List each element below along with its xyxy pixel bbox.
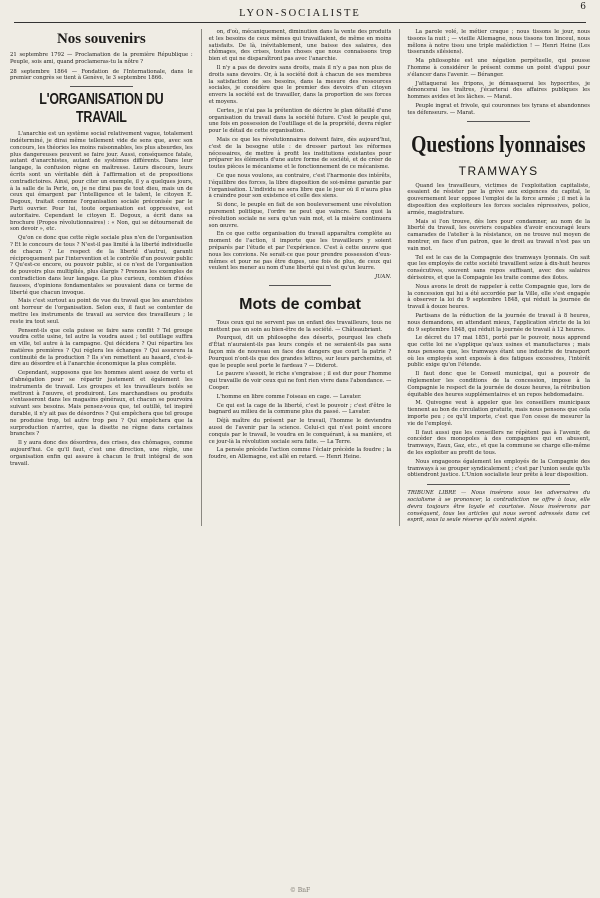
article-paragraph: Il y aura donc des désordres, des crises, des chômages, comme aujourd'hui. Ce qu'il faut, c'est une direction, une règle, une organisation enfin qui assure à chacun le fruit intégral de son travail. (10, 440, 193, 467)
tribune-libre-note: TRIBUNE LIBRE — Nous insérons sous les adversaires du socialisme à se prononcer, la contradiction ne offre à tous, elle devra toujours être loyale et courtoise. Nous insérerons par conséquent, tous les articles qui nous seront adressés dans cet esprit, sous la seule réserve qu'ils soient signés. (407, 490, 591, 524)
article-paragraph: Certes, je n'ai pas la prétention de décrire le plan détaillé d'une organisation du travail dans la société future. C'est le peuple qui, une fois en possession de l'outillage et de la propriété, devra régler pour le détail de cette organisation. (208, 107, 392, 135)
article-paragraph: Mais c'est surtout au point de vue du travail que les anarchistes ont horreur de l'organisation. Selon eux, il faut se contenter de mettre les instruments de travail au service des travailleurs ; le reste ira tout seul. (10, 298, 193, 325)
quote-item: Le pauvre s'assoit, le riche s'engraisse ; il est dur pour l'homme qui travaille de voir ceux qui ne font rien vivre dans l'abondance. — Cooper. (208, 371, 392, 392)
article-paragraph: Le décret du 17 mai 1851, porté par le pouvoir, nous apprend que cette loi ne s'applique qu'aux usines et manufactures ; mais nous pensons que, les tramways étant une industrie de transport où les employés sont exposés à des fatigues excessives, l'intérêt public exige qu'on l'étende. (407, 335, 591, 369)
article-signature: JUAN. (375, 274, 392, 281)
column-1 (10, 29, 193, 526)
souvenir-1: 21 septembre 1792 — Proclamation de la première République : Peuple, sois ami, quand proclameras-tu la nôtre ? (10, 52, 193, 65)
article-paragraph: Nous avons le droit de rappeler à cette Compagnie que, lors de la concession qui lui a été accordée par la Ville, elle s'est engagée à observer la loi du 9 septembre 1848, qui réduit la journée de travail à douze heures. (407, 283, 591, 311)
quote-item: Déjà maître du présent par le travail, l'homme le deviendra aussi de l'avenir par la science. Celui-ci qui n'est point encore conquis par le travail, le voudra en le conquérant, à sa manière, et ce jour-là la révolution sociale sera faite. — La Terre. (208, 418, 392, 445)
article-paragraph: Il n'y a pas de devoirs sans droits, mais il n'y a pas non plus de droits sans devoirs. Or, à la société doit à chacun de ses membres la satisfaction de ses besoins, dans la mesure des ressources sociales, je considère que le premier des devoirs d'un citoyen envers la société est de travailler, dans la proportion de ses forces et moyens. (208, 64, 392, 105)
souvenir-2: 28 septembre 1864 — Fondation de l'Internationale, dans le premier congrès se tient à Genève, le 3 septembre 1866. (10, 68, 193, 82)
article-paragraph: Nous engageons également les employés de la Compagnie des tramways à se grouper syndicalement ; c'est par l'union seule qu'ils obtiendront justice. L'Union socialiste leur prête à leur disposition. (407, 458, 591, 479)
tramways-subtitle: TRAMWAYS (458, 163, 539, 178)
article-paragraph: Il faut aussi que les conseillers ne répètent pas à l'avenir, de concéder des monopoles à des compagnies qui en abusent, tramways, Eaux, Gaz, etc., et que la commune se charge elle-même de les exploiter au profit de tous. (407, 429, 591, 457)
column-3 (399, 29, 590, 526)
article-paragraph: Tel est le cas de la Compagnie des tramways lyonnais. On sait que les employés de cette société travaillent seize à dix-huit heures consécutives, souvent sans repos suffisant, avec des salaires dérisoires, et que la Compagnie les traite comme des ilotes. (407, 254, 591, 281)
article-paragraph: M. Quivogne veut à appeler que les conseillers municipaux tiennent au bon de circulation gratuite, mais nous pensons que cela importe peu ; ce qu'il importe, c'est que l'on cesse de mesurer la vie de l'employé. (407, 400, 591, 427)
watermark: © BnF (289, 887, 311, 894)
article-paragraph: Quand les travailleurs, victimes de l'exploitation capitaliste, essaient de résister par la grève aux exigences du capital, le gouvernement leur oppose l'emploi de la force armée ; il met à la disposition des exploiteurs les forces sociales répressives, police, armée, magistrature. (407, 182, 591, 216)
article-paragraph: Cependant, supposons que les hommes aient assez de vertu et d'abnégation pour se répartir justement et également les instruments de travail. Les groupes et les travailleurs isolés se mettront à l'œuvre, et produiront. Les marchandises ou produits s'entasseront dans les magasins généraux, et chacun se pourvoira suivant ses besoins. Mais pensez-vous que, tel outillé, tel inspiré durable, il n'y ait pas de désordres ? Qui empêchera que tel groupe ne produise trop, tel autre trop peu ? Qui empêchera que la surproduction n'arrive, que la disette ne règne dans certaines branches ? (10, 370, 193, 438)
questions-lyonnaises-title: Questions lyonnaises (411, 131, 586, 158)
quote-item: Tous ceux qui ne servent pas un enfant des travailleurs, tous ne mettent pas un soin au bien-être de la société. — Châteaubriant. (208, 319, 392, 333)
quote-item: Pourquoi, dit un philosophe des déserts, pourquoi les chefs d'État n'auraient-ils pas leurs congés et ne seraient-ils pas sans façon mis de nouveau en face des dangers que court la patrie ? Pourquoi n'ont-ils que des grandes lettres, sur leurs parchemins, et que le peuple seul porte le fardeau ? — Diderot. (208, 335, 392, 369)
masthead: LYON-SOCIALISTE (14, 8, 586, 23)
article-paragraph: Si donc, le peuple en fait de son bouleversement une révolution purement politique, l'ordre ne peut que vaincre. Sans quoi la révolution sociale ne sera qu'un vain mot, et la misère continuera son œuvre. (208, 202, 392, 229)
quote-item: Peuple ingrat et frivole, qui couronnes tes tyrans et abandonnes tes défenseurs. — Marat. (407, 102, 591, 116)
quote-item: J'attaquerai les fripons, je démasquerai les hypocrites, je dénoncerai les traîtres, j'écarterai des affaires publiques les hommes avides et les lâches. — Marat. (407, 80, 591, 101)
article-paragraph: Partisans de la réduction de la journée de travail à 8 heures, nous demandons, en attendant mieux, l'application stricte de la loi du 9 septembre 1848, qui réduit la journée de travail à 12 heures. (407, 312, 591, 333)
nos-souvenirs-title: Nos souvenirs (56, 31, 146, 47)
article-paragraph: Mais si l'on trouve, dès lors pour condamner, au nom de la liberté du travail, les ouvriers coupables d'avoir encouragé leurs camarades de l'atelier à la résistance, on ne trouve nul moyen de montrer, en face d'un patron, que le droit au travail n'est pas un vain mot. (407, 218, 591, 252)
quote-item: La pensée précède l'action comme l'éclair précède la foudre ; la foudre, en Allemagne, est allé en retard. — Henri Heine. (208, 447, 392, 461)
article-paragraph: En ce que cette organisation du travail apparaîtra complète au moment de l'action, il importe que les travailleurs y soient préparés par l'étude et par l'expérience. C'est à cette œuvre que nous les convions. Ne serait-ce que pour prendre possession d'eux-mêmes et pour ne pas être dupes, une fois de plus, de ceux qui veulent les mener au nom d'une liberté qui n'est qu'un leurre. (208, 231, 392, 272)
article-paragraph: L'anarchie est un système social relativement vague, totalement indéterminé, je dirai même tellement vide de sens que, avec son concours, les théories les moins raisonnables, les plus absurdes, les plus dangereuses peuvent se faire jour. Aussi, conséquence fatale, autant d'anarchistes, autant de systèmes différents. Dans leur langage, la confusion règne en maîtresse. Leurs discours, leurs écrits sont un véritable défi à l'affirmation et de propositions contradictoires. Ainsi, pour citer un exemple, il y a quelques jours, à la salle de la Perle, on, je ne dirai pas de tout dieu, mais un de ceux qui émargent par l'intelligence et le talent, le citoyen E. Degoux, traitait comme l'organisation sociale préconisée par le Parti ouvrier. Pour lui, toute organisation est oppressive, est autoritaire. Cependant le citoyen E. Degoux, a écrit dans sa brochure (Propos révolutionnaires) : « Non, qui se détournerait de son devoir », etc. (10, 131, 193, 233)
quote-item: L'homme en libre comme l'oiseau en cage. — Lavater. (216, 393, 362, 400)
quote-item: Ce qui est la cage de la liberté, c'est le pouvoir ; c'est d'être le bagnard au milieu de la commune plus du passé. — Lavater. (208, 402, 392, 416)
article-paragraph: on, d'où, mécaniquement, diminution dans la vente des produits et les besoins de ceux mêmes qui travaillaient, de même en moins satisfaits. De là, inévitablement, une baisse des salaires, des chômages, des crises, toutes choses que nous connaissons trop bien et qui ne disparaîtront pas avec l'anarchie. (208, 29, 392, 63)
article-paragraph: Il faut donc que le Conseil municipal, qui a pouvoir de réglementer les conditions de la concession, impose à la Compagnie le respect de la journée de douze heures, la rétribution équitable des heures supplémentaires et un repos hebdomadaire. (407, 371, 591, 398)
page-number: 6 (580, 2, 586, 12)
article-paragraph: Ce que nous voulons, au contraire, c'est l'harmonie des intérêts, l'équilibre des forces, la libre disposition de soi-même garantie par l'organisation. L'individu ne sera libre que le jour où il n'aura plus à craindre pour son existence et celle des siens. (208, 172, 392, 200)
article-paragraph: Pensent-ils que cela puisse se faire sans conflit ? Tel groupe voudra cette usine, tel autre la voudra aussi ; tel outillage suffira en ville, tel autre à la campagne. Qui décidera ? Qui répartira les matières premières ? Qui réglera les échanges ? Qui assurera la continuité de la production ? Ils s'en remettent au hasard, c'est-à-dire au désordre et à l'anarchie économique la plus complète. (10, 327, 193, 368)
article-paragraph: Qu'on ce donc que cette règle sociale plus n'en de l'organisation ? Et le concours de tous ? N'est-il pas limité à la liberté individuelle de chacun ? Le respect de la liberté d'autrui, garanti réciproquement par l'intervention et le contrôle d'un pouvoir public ? Qu'est-ce encore, ou pouvoir public, si ce n'est de l'organisation de pouvoirs plus multipliés, plus élargis ? Prenons les exemples de contradiction dans leur langage. Le plus curieux, combien d'idées fausses, d'opinions fondamentales se pouvaient dans ce terme de liberté que chacun invoque. (10, 235, 193, 296)
quote-item: Ma philosophie est une négation perpétuelle, qui pousse l'homme à considérer le présent comme un point d'appui pour s'élancer dans l'avenir. — Béranger. (407, 58, 591, 78)
mots-de-combat-title: Mots de combat (239, 295, 361, 313)
quote-item: La parole volé, le métier craque ; nous tissons le jour, nous tissons la nuit ; — vieille Allemagne, nous tissons ton linceul, nous mêlons à notre tissu une triple malédiction ! — Henri Heine (Les tisserands silésiens). (407, 29, 591, 56)
article-paragraph: Mais ce que les révolutionnaires doivent faire, dès aujourd'hui, c'est de la besogne utile : de dresser partout les réformes nécessaires, de mettre à profit les institutions existantes pour préparer les éléments d'une autre forme de société, et de créer de toutes pièces le mécanisme et le fonctionnement de ce mécanisme. (208, 136, 392, 171)
column-2 (201, 29, 392, 526)
organisation-title: L'ORGANISATION DU TRAVAIL (39, 91, 164, 127)
